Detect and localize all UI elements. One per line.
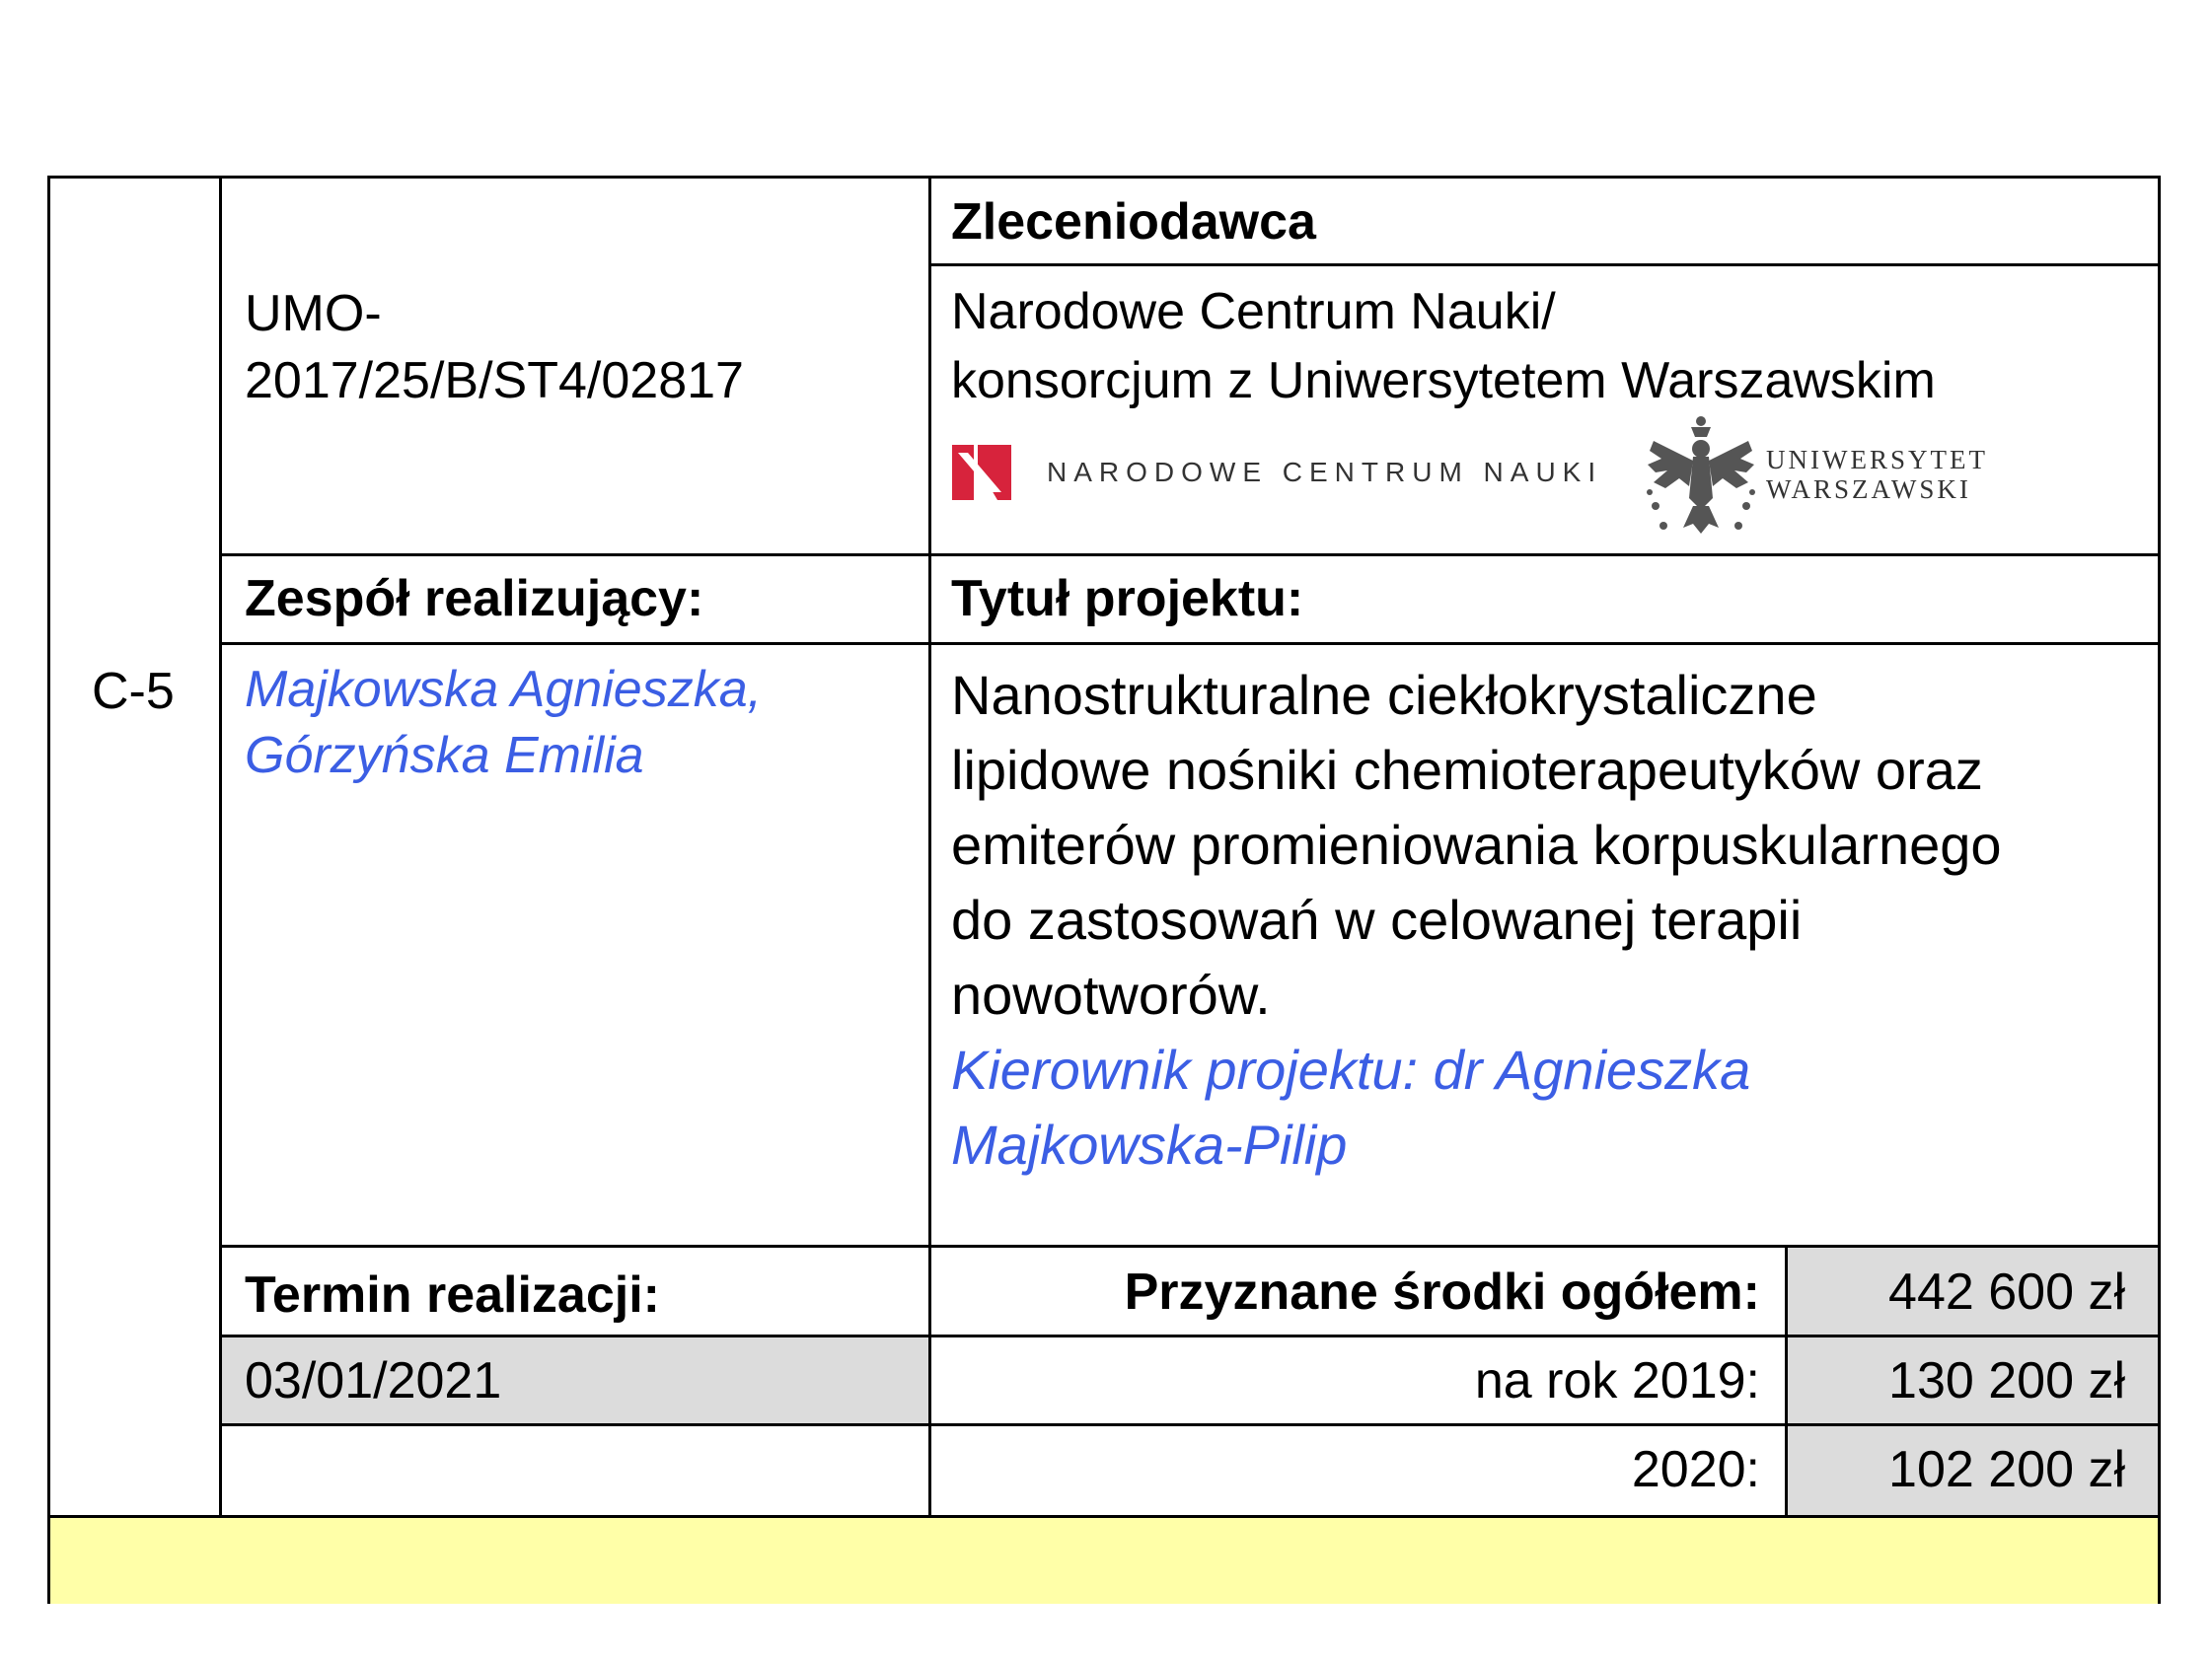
uw-logo <box>1644 411 1988 538</box>
deadline-heading: Termin realizacji: <box>245 1266 660 1324</box>
team-member: Górzyńska Emilia <box>245 727 644 784</box>
team-member: Majkowska Agnieszka, <box>245 661 763 718</box>
project-title-line: lipidowe nośniki chemioterapeutyków oraz <box>951 739 1983 801</box>
divider <box>219 642 2158 645</box>
team-heading: Zespół realizujący: <box>245 570 704 627</box>
funding-year1-label: na rok 2019: <box>1474 1352 1760 1409</box>
project-title-line: emiterów promieniowania korpuskularnego <box>951 814 2002 876</box>
project-card <box>47 176 2161 1604</box>
eagle-emblem-icon <box>1644 411 1758 538</box>
uw-logo-line-1: UNIWERSYTET <box>1766 445 1988 474</box>
ncn-logo-icon <box>952 445 1011 500</box>
uw-logo-line-2: WARSZAWSKI <box>1766 474 1971 504</box>
ncn-logo-text: NARODOWE CENTRUM NAUKI <box>1047 457 1603 487</box>
divider <box>928 263 2158 266</box>
funding-total-value: 442 600 zł <box>1888 1264 2125 1321</box>
project-manager-line: Kierownik projektu: dr Agnieszka <box>951 1039 1751 1101</box>
row-id: C-5 <box>92 663 175 720</box>
project-title-line: Nanostrukturalne ciekłokrystaliczne <box>951 664 1817 726</box>
contract-number-line-1: UMO- <box>245 285 382 342</box>
divider <box>219 1423 2158 1426</box>
client-line-2: konsorcjum z Uniwersytetem Warszawskim <box>951 352 1936 409</box>
uw-logo-text <box>1766 445 1988 504</box>
divider <box>219 179 222 1515</box>
divider <box>219 1335 2158 1337</box>
funding-year2-label: 2020: <box>1631 1441 1760 1498</box>
project-title-line: do zastosowań w celowanej terapii <box>951 889 1803 951</box>
divider <box>219 1245 2158 1248</box>
project-manager-line: Majkowska-Pilip <box>951 1114 1348 1176</box>
client-line-1: Narodowe Centrum Nauki/ <box>951 283 1556 340</box>
funding-year2-value: 102 200 zł <box>1888 1441 2125 1498</box>
project-heading: Tytuł projektu: <box>951 570 1304 627</box>
divider <box>219 553 2158 556</box>
client-heading: Zleceniodawca <box>951 193 1316 251</box>
deadline-value: 03/01/2021 <box>245 1352 502 1409</box>
funding-year1-value: 130 200 zł <box>1888 1352 2125 1409</box>
contract-number-line-2: 2017/25/B/ST4/02817 <box>245 352 744 409</box>
project-title-line: nowotworów. <box>951 964 1271 1026</box>
footer-bar <box>50 1515 2158 1604</box>
funding-total-label: Przyznane środki ogółem: <box>1124 1264 1760 1321</box>
ncn-logo <box>952 445 1602 500</box>
